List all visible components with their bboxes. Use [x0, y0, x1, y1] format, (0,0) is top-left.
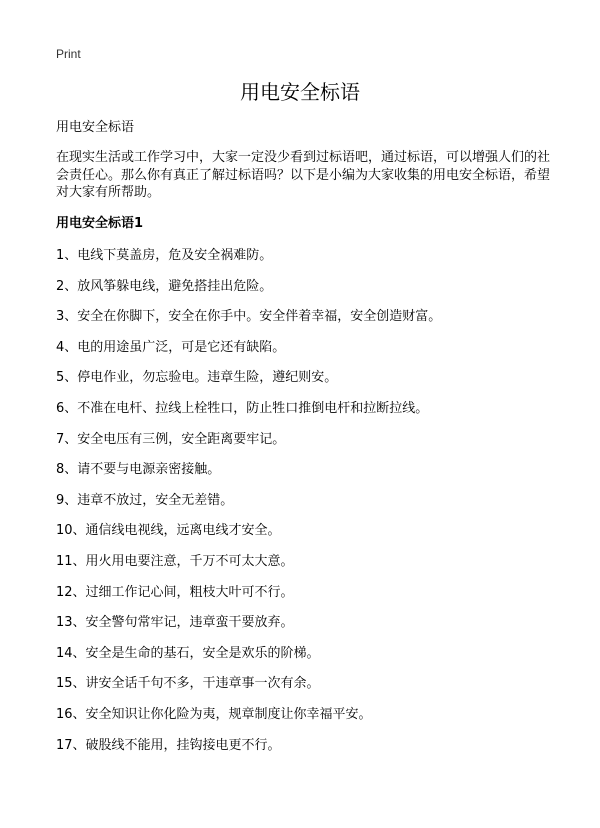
slogan-item-11: 11、用火用电要注意，千万不可太大意。	[56, 553, 294, 569]
slogan-item-8: 8、请不要与电源亲密接触。	[56, 462, 221, 478]
slogan-item-12: 12、过细工作记心间，粗枝大叶可不行。	[56, 584, 294, 600]
slogan-list	[56, 246, 556, 766]
slogan-item-10: 10、通信线电视线，远离电线才安全。	[56, 523, 281, 539]
slogan-item-15: 15、讲安全话千句不多，干违章事一次有余。	[56, 676, 320, 692]
slogan-item-7: 7、安全电压有三例，安全距离要牢记。	[56, 431, 286, 447]
intro-paragraph: 在现实生活或工作学习中，大家一定没少看到过标语吧，通过标语，可以增强人们的社会责任心。那么你有真正了解过标语吗？以下是小编为大家收集的用电安全标语，希望对大家有所帮助。	[56, 150, 551, 200]
document-subtitle: 用电安全标语	[56, 120, 135, 135]
slogan-item-13: 13、安全警句常牢记，违章蛮干要放弃。	[56, 615, 294, 631]
slogan-item-4: 4、电的用途虽广泛，可是它还有缺陷。	[56, 339, 286, 355]
print-link[interactable]: Print	[56, 47, 81, 61]
slogan-item-1: 1、电线下莫盖房，危及安全祸难防。	[56, 248, 273, 263]
slogan-item-3: 3、安全在你脚下，安全在你手中。安全伴着幸福，安全创造财富。	[56, 309, 442, 325]
slogan-item-2: 2、放风筝躲电线，避免搭挂出危险。	[56, 278, 273, 294]
section-heading: 用电安全标语1	[56, 216, 144, 231]
slogan-item-5: 5、停电作业，勿忘验电。违章生险，遵纪则安。	[56, 370, 338, 386]
slogan-item-17: 17、破股线不能用，挂钩接电更不行。	[56, 737, 281, 753]
page-title: 用电安全标语	[240, 80, 360, 104]
slogan-item-14: 14、安全是生命的基石，安全是欢乐的阶梯。	[56, 645, 320, 661]
slogan-item-16: 16、安全知识让你化险为夷，规章制度让你幸福平安。	[56, 706, 372, 722]
slogan-item-6: 6、不准在电杆、拉线上栓牲口，防止牲口推倒电杆和拉断拉线。	[56, 400, 429, 416]
slogan-item-9: 9、违章不放过，安全无差错。	[56, 492, 234, 508]
